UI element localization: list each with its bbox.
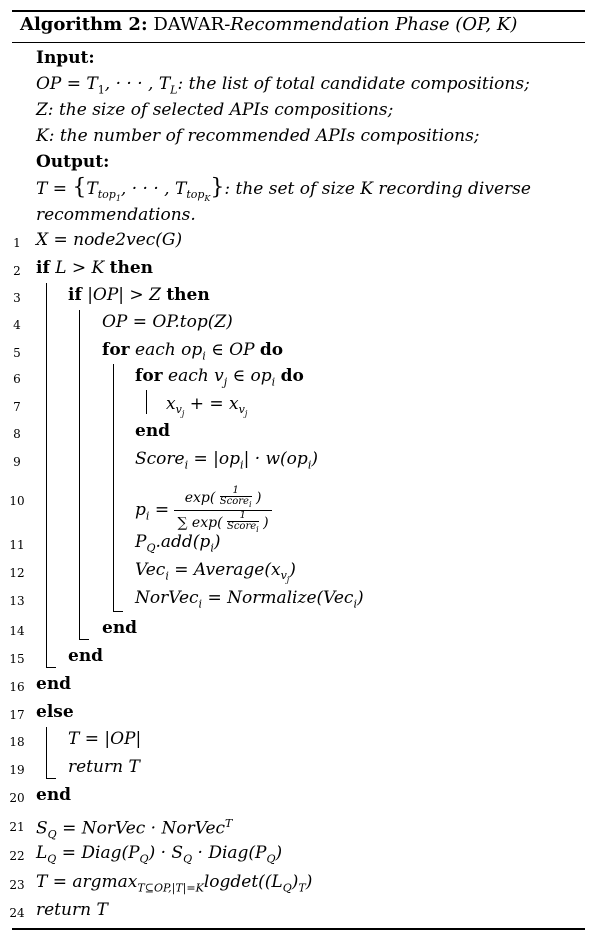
step-23 xyxy=(0,870,594,898)
step-text: end xyxy=(36,785,72,805)
step-text: OP = OP.top(Z) xyxy=(102,312,233,332)
line-number: 4 xyxy=(13,318,21,332)
block-bar-for-op xyxy=(113,364,114,612)
step-text: end xyxy=(102,618,138,638)
step-10 xyxy=(0,480,594,534)
block-bar-else xyxy=(46,727,47,779)
line-number: 5 xyxy=(13,346,21,360)
step-16 xyxy=(0,672,594,700)
line-number: 10 xyxy=(9,494,25,508)
step-text: if |OP| > Z then xyxy=(68,285,210,305)
step-8 xyxy=(0,419,594,447)
block-bar-if-op-gt-z-end xyxy=(79,639,89,640)
step-text: end xyxy=(135,421,171,441)
title-rule xyxy=(12,42,585,43)
step-7 xyxy=(0,392,594,420)
step-9 xyxy=(0,447,594,475)
line-number: 7 xyxy=(13,400,21,414)
input-label: Input: xyxy=(36,48,95,68)
step-text: return T xyxy=(68,757,140,777)
block-bar-if-op-gt-z xyxy=(79,310,80,640)
step-3 xyxy=(0,283,594,311)
step-text: X = node2vec(G) xyxy=(36,230,183,250)
line-number: 13 xyxy=(9,594,25,608)
step-2 xyxy=(0,256,594,284)
step-19 xyxy=(0,755,594,783)
line-number: 6 xyxy=(13,372,21,386)
line-number: 16 xyxy=(9,680,25,694)
step-14 xyxy=(0,616,594,644)
input-line-k: K: the number of recommended APIs compositions; xyxy=(36,126,480,146)
step-text: Score$_i$ = $|op_i| \cdot w(op_i)$ xyxy=(135,449,318,472)
probability-fraction: exp( $\frac{1}{Score_i}$ ) ∑ exp( $\frac{1}{Score_i}$ ) xyxy=(174,486,271,535)
step-text: T = |OP| xyxy=(68,729,142,749)
step-21 xyxy=(0,812,594,840)
step-text: $p_i$ = exp( $\frac{1}{Score_i}$ ) ∑ exp( $\frac{1}{Score_i}$ ) xyxy=(135,486,272,535)
output-line-recs: recommendations. xyxy=(36,205,196,225)
step-4 xyxy=(0,310,594,338)
step-text: $T = argmax_{T⊆OP,|T|=K}logdet((L_Q)_T)$ xyxy=(36,872,313,895)
block-bar-if-l-gt-k-end xyxy=(46,667,56,668)
step-22 xyxy=(0,841,594,869)
line-number: 24 xyxy=(9,906,25,920)
line-number: 8 xyxy=(13,427,21,441)
input-line-z: Z: the size of selected APIs compositions; xyxy=(36,100,394,120)
step-17 xyxy=(0,700,594,728)
step-text: $Vec_i = Average(x_{v_j})$ xyxy=(135,560,296,585)
step-text: $S_Q$ = NorVec · NorVec$^T$ xyxy=(36,817,233,842)
step-text: for each $v_j$ ∈ $op_i$ do xyxy=(135,366,304,389)
step-12 xyxy=(0,558,594,586)
step-text: return T xyxy=(36,900,108,920)
step-20 xyxy=(0,783,594,811)
input-line-op: OP = $T_1$, · · · , $T_L$: the list of total candidate compositions; xyxy=(36,74,530,97)
block-bar-for-v xyxy=(146,390,147,414)
line-number: 3 xyxy=(13,291,21,305)
step-24 xyxy=(0,898,594,926)
output-line-t: $T = \{T_{top_1}$, · · · , $T_{top_K}$}: the set of size K recording diverse xyxy=(36,175,531,204)
line-number: 12 xyxy=(9,566,25,580)
line-number: 22 xyxy=(9,849,25,863)
step-text: else xyxy=(36,702,74,722)
line-number: 19 xyxy=(9,763,25,777)
line-number: 20 xyxy=(9,791,25,805)
step-text: end xyxy=(36,674,72,694)
step-13 xyxy=(0,586,594,614)
step-text: NorVec$_i$ = Normalize(Vec$_i$) xyxy=(135,588,364,611)
bottom-rule xyxy=(12,928,585,930)
step-text: if L > K then xyxy=(36,258,154,278)
block-bar-else-end xyxy=(46,778,56,779)
block-bar-if-l-gt-k xyxy=(46,283,47,668)
line-number: 9 xyxy=(13,455,21,469)
step-text: end xyxy=(68,646,104,666)
line-number: 1 xyxy=(13,236,21,250)
line-number: 11 xyxy=(9,538,25,552)
line-number: 21 xyxy=(9,820,25,834)
step-18 xyxy=(0,727,594,755)
line-number: 17 xyxy=(9,708,25,722)
line-number: 23 xyxy=(9,878,25,892)
step-text: $L_Q$ = $Diag(P_Q) \cdot S_Q$ · $Diag(P_Q)$ xyxy=(36,843,283,866)
algorithm-title: Algorithm 2: DAWAR-Recommendation Phase (OP, K) xyxy=(20,14,518,35)
line-number: 14 xyxy=(9,624,25,638)
step-text: $x_{v_j}$ + = $x_{v_j}$ xyxy=(166,394,248,419)
block-bar-for-op-end xyxy=(113,611,123,612)
step-text: $P_Q.add(p_i)$ xyxy=(135,532,221,555)
line-number: 15 xyxy=(9,652,25,666)
step-5 xyxy=(0,338,594,366)
line-number: 18 xyxy=(9,735,25,749)
step-11 xyxy=(0,530,594,558)
step-text: for each $op_i$ ∈ OP do xyxy=(102,340,284,363)
output-label: Output: xyxy=(36,152,110,172)
line-number: 2 xyxy=(13,264,21,278)
step-6 xyxy=(0,364,594,392)
step-1 xyxy=(0,228,594,256)
step-15 xyxy=(0,644,594,672)
